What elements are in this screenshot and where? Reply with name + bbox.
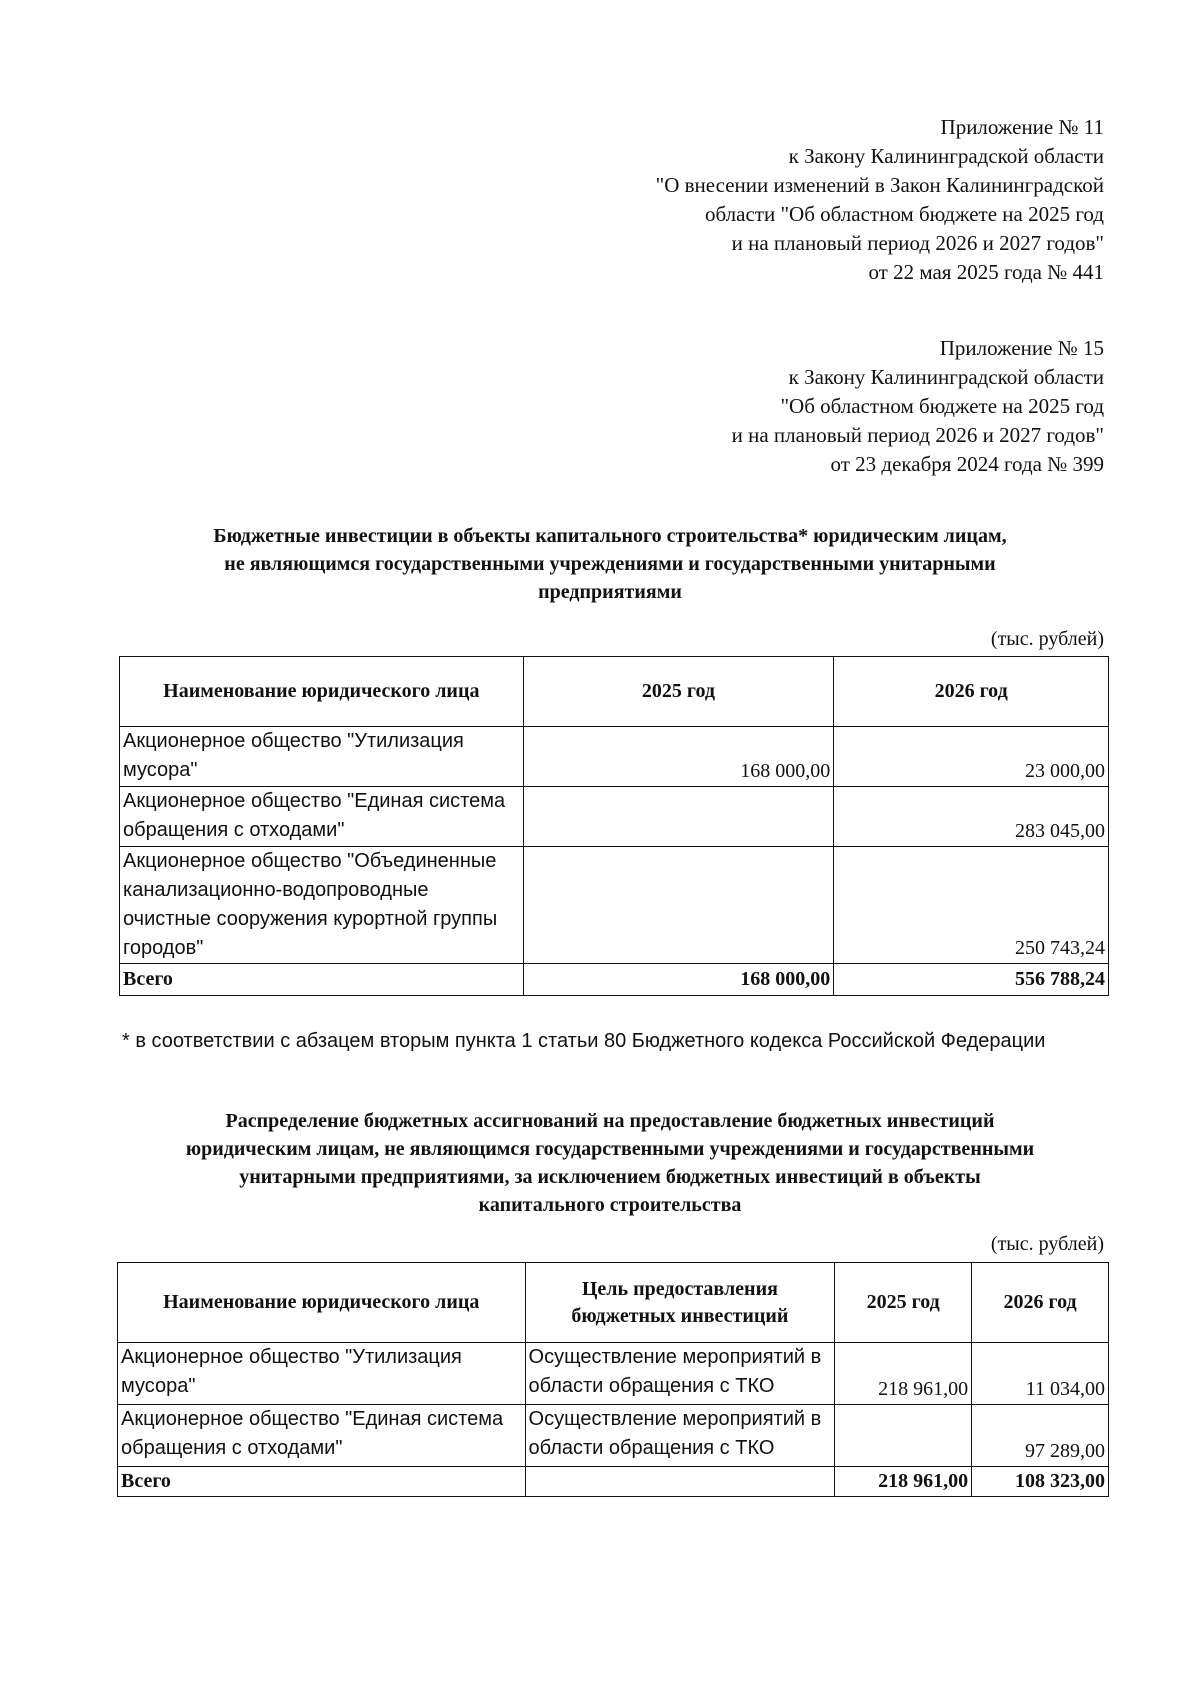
- total-2025: 168 000,00: [523, 964, 834, 996]
- appendix-line: от 23 декабря 2024 года № 399: [830, 452, 1104, 476]
- column-header: 2026 год: [834, 657, 1109, 727]
- appendix-line: от 22 мая 2025 года № 441: [868, 260, 1104, 284]
- table-row: [118, 1343, 1109, 1405]
- title-line: Распределение бюджетных ассигнований на предоставление бюджетных инвестиций: [225, 1110, 995, 1132]
- unit-label: (тыс. рублей): [990, 628, 1104, 650]
- appendix-line: и на плановый период 2026 и 2027 годов": [731, 231, 1104, 255]
- appendix-line: "Об областном бюджете на 2025 год: [780, 394, 1104, 418]
- section-1-title: [110, 522, 1110, 606]
- investment-goal: Осуществление мероприятий в области обращения с ТКО: [525, 1405, 835, 1467]
- value-2026: 250 743,24: [834, 847, 1109, 964]
- total-row: [120, 964, 1109, 996]
- total-goal: [525, 1467, 835, 1497]
- investment-allocation-table: [117, 1262, 1109, 1497]
- title-line: предприятиями: [538, 581, 682, 603]
- total-row: [118, 1467, 1109, 1497]
- table-header-row: [120, 657, 1109, 727]
- capital-investment-table: [119, 656, 1109, 996]
- appendix-11-header: [656, 113, 1104, 287]
- table-row: [120, 727, 1109, 787]
- column-header: 2025 год: [835, 1263, 972, 1343]
- value-2026: 23 000,00: [834, 727, 1109, 787]
- appendix-line: "О внесении изменений в Закон Калининградской: [655, 173, 1104, 197]
- appendix-line: Приложение № 15: [939, 336, 1104, 360]
- appendix-line: области "Об областном бюджете на 2025 год: [705, 202, 1104, 226]
- appendix-line: и на плановый период 2026 и 2027 годов": [731, 423, 1104, 447]
- section-2-title: [110, 1107, 1110, 1219]
- value-2026: 11 034,00: [972, 1343, 1109, 1405]
- column-header: Наименование юридического лица: [118, 1263, 526, 1343]
- column-header: Цель предоставления бюджетных инвестиций: [525, 1263, 835, 1343]
- appendix-line: к Закону Калининградской области: [788, 365, 1104, 389]
- value-2026: 283 045,00: [834, 787, 1109, 847]
- appendix-line: Приложение № 11: [940, 115, 1104, 139]
- value-2025: [835, 1405, 972, 1467]
- column-header: Наименование юридического лица: [120, 657, 524, 727]
- entity-name: Акционерное общество "Единая система обращения с отходами": [118, 1405, 526, 1467]
- title-line: не являющимся государственными учреждениями и государственными унитарными: [224, 553, 996, 575]
- appendix-15-header: [732, 334, 1104, 479]
- total-label: Всего: [118, 1467, 526, 1497]
- column-header: 2025 год: [523, 657, 834, 727]
- table-row: [120, 847, 1109, 964]
- column-header: 2026 год: [972, 1263, 1109, 1343]
- title-line: юридическим лицам, не являющимся государственными учреждениями и государственными: [185, 1138, 1035, 1160]
- total-2025: 218 961,00: [835, 1467, 972, 1497]
- title-line: Бюджетные инвестиции в объекты капитального строительства* юридическим лицам,: [213, 525, 1007, 547]
- unit-label: (тыс. рублей): [990, 1233, 1104, 1255]
- table-row: [120, 787, 1109, 847]
- total-2026: 108 323,00: [972, 1467, 1109, 1497]
- entity-name: Акционерное общество "Объединенные канализационно-водопроводные очистные сооружения курортной группы городов": [120, 847, 524, 964]
- table-header-row: [118, 1263, 1109, 1343]
- appendix-line: к Закону Калининградской области: [788, 144, 1104, 168]
- value-2025: [523, 847, 834, 964]
- total-label: Всего: [120, 964, 524, 996]
- value-2025: 218 961,00: [835, 1343, 972, 1405]
- entity-name: Акционерное общество "Утилизация мусора": [118, 1343, 526, 1405]
- value-2025: [523, 787, 834, 847]
- value-2026: 97 289,00: [972, 1405, 1109, 1467]
- total-2026: 556 788,24: [834, 964, 1109, 996]
- title-line: унитарными предприятиями, за исключением бюджетных инвестиций в объекты: [239, 1166, 981, 1188]
- title-line: капитального строительства: [478, 1194, 742, 1216]
- table-row: [118, 1405, 1109, 1467]
- entity-name: Акционерное общество "Утилизация мусора": [120, 727, 524, 787]
- value-2025: 168 000,00: [523, 727, 834, 787]
- entity-name: Акционерное общество "Единая система обращения с отходами": [120, 787, 524, 847]
- investment-goal: Осуществление мероприятий в области обращения с ТКО: [525, 1343, 835, 1405]
- footnote: * в соответствии с абзацем вторым пункта 1 статьи 80 Бюджетного кодекса Российской Федерации: [122, 1030, 1046, 1052]
